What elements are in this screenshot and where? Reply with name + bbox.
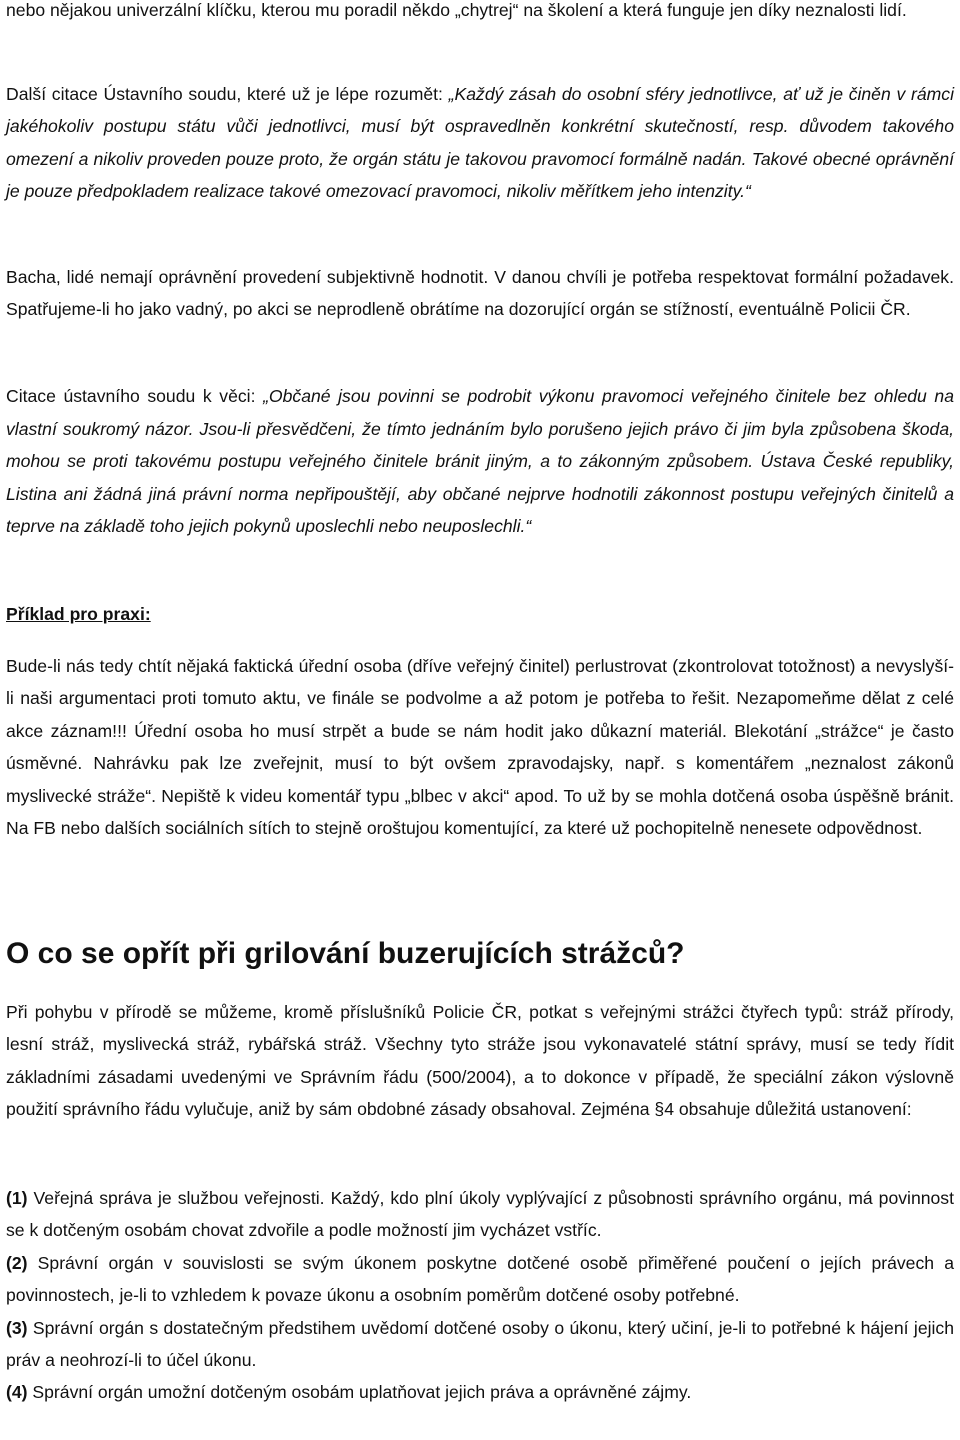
section-heading: O co se opřít při grilování buzerujících strážců? xyxy=(6,937,685,970)
paragraph-court-citation-1 xyxy=(6,78,954,208)
paragraph-guards xyxy=(6,996,954,1126)
item-text: Správní orgán v souvislosti se svým úkonem poskytne dotčené osobě přiměřené poučení o jejích právech a povinnostech, je-li to vzhledem k povaze úkonu a osobním poměrům dotčené osoby potřebné. xyxy=(6,1252,954,1306)
section-label: Příklad pro praxi: xyxy=(6,604,151,624)
provisions-list xyxy=(6,1182,954,1409)
paragraph-court-citation-2 xyxy=(6,380,954,543)
item-text: Správní orgán s dostatečným předstihem uvědomí dotčené osoby o úkonu, který učiní, je-li to potřebné k hájení jejich práv a neohrozí-li to účel úkonu. xyxy=(6,1317,954,1371)
list-item xyxy=(6,1312,954,1377)
item-number: (4) xyxy=(6,1382,28,1403)
court-quote: „Občané jsou povinni se podrobit výkonu pravomoci veřejného činitele bez ohledu na vlastní soukromý názor. xyxy=(6,386,954,439)
paragraph-text: nebo nějakou univerzální klíčku, kterou mu poradil někdo „chytrej“ na školení a která funguje jen díky neznalosti lidí. xyxy=(6,0,907,20)
court-quote-continuation: Takové obecné oprávnění je pouze předpokladem realizace takové omezovací pravomoci, nikoliv měřítkem jeho intenzity.“ xyxy=(6,148,955,202)
court-quote-continuation: Ústava České republiky, Listina ani žádná jiná právní norma nepřipouštějí, aby občané nejprve hodnotili zákonnost postupu veřejných činitelů a teprve na základě toho jejich pokynů uposlechli nebo neuposlechli.“ xyxy=(6,451,954,537)
item-text: Správní orgán umožní dotčeným osobám uplatňovat jejich práva a oprávněné zájmy. xyxy=(27,1382,692,1403)
paragraph-text: Bacha, lidé nemají oprávnění provedení subjektivně hodnotit. V danou chvíli je potřeba respektovat formální požadavek. Spatřujeme-li ho jako vadný, po akci se neprodleně obrátíme na dozorující orgán se stížností, eventuálně Policii ČR. xyxy=(6,267,954,319)
paragraph-text: Bude-li nás tedy chtít nějaká faktická úřední osoba (dříve veřejný činitel) perlustrovat (zkontrolovat totožnost) a nevyslyší-li naši argumentaci proti tomuto aktu, ve finále se podvolme a až potom je potřeba to řešit. Nezapomeňme dělat z celé akce záznam!!! Úřední osoba ho musí strpět a bude se nám hodit jako důkazní materiál. Blekotání „strážce“ je často úsměvné. Nahrávku pak lze zveřejnit, musí to být ovšem zpravodajsky, např. s komentářem „neznalost zákonů myslivecké stráže“. Nepiště k videu komentář typu „blbec v akci“ apod. To už by se mohla dotčená osoba úspěšně bránit. Na FB nebo dalších sociálních sítích to stejně oroštujou komentující, za které už pochopitelně nenesete odpovědnost. xyxy=(6,656,954,839)
item-number: (1) xyxy=(6,1188,28,1208)
court-quote-continuation: Jsou-li přesvědčeni, že tímto jednáním bylo porušeno jejich právo či jim byla způsobena škoda, mohou se proti takovému postupu veřejného činitele bránit jiným, a to zákonným způsobem. xyxy=(6,418,954,472)
item-number: (2) xyxy=(6,1252,28,1273)
paragraph-lead: Citace ústavního soudu k věci: xyxy=(6,386,264,406)
paragraph-text: Při pohybu v přírodě se můžeme, kromě příslušníků Policie ČR, potkat s veřejnými strážci čtyřech typů: stráž přírody, lesní stráž, myslivecká stráž, rybářská stráž. Všechny tyto stráže jsou vykonavatelé státní správy, musí se tedy řídit základními zásadami uvedenými ve Správním řádu (500/2004), a to dokonce v případě, že speciální zákon výslovně použití správního řádu vylučuje, aniž by sám obdobné zásady obsahoval. Zejména §4 obsahuje důležitá ustanovení: xyxy=(6,1002,954,1120)
paragraph-lead: Další citace Ústavního soudu, které už je lépe rozumět: xyxy=(6,84,449,104)
paragraph-example-label xyxy=(6,598,954,630)
paragraph-intro xyxy=(6,0,954,26)
paragraph-practice xyxy=(6,650,954,844)
list-item xyxy=(6,1247,954,1312)
item-text: Veřejná správa je službou veřejnosti. Každý, kdo plní úkoly vyplývající z působnosti správního orgánu, má povinnost se k dotčeným osobám chovat zdvořile a podle možností jim vycházet vstříc. xyxy=(6,1188,954,1241)
court-quote: „Každý zásah do osobní sféry jednotlivce, ať už je činěn v rámci jakéhokoliv postupu státu vůči jednotlivci, musí být ospravedlněn konkrétní skutečností, resp. důvodem takového omezení a nikoliv proveden pouze proto, že orgán státu je takovou pravomocí formálně nadán. xyxy=(6,84,954,169)
paragraph-warning xyxy=(6,262,954,325)
list-item xyxy=(6,1376,954,1408)
item-number: (3) xyxy=(6,1317,28,1338)
list-item xyxy=(6,1182,954,1247)
